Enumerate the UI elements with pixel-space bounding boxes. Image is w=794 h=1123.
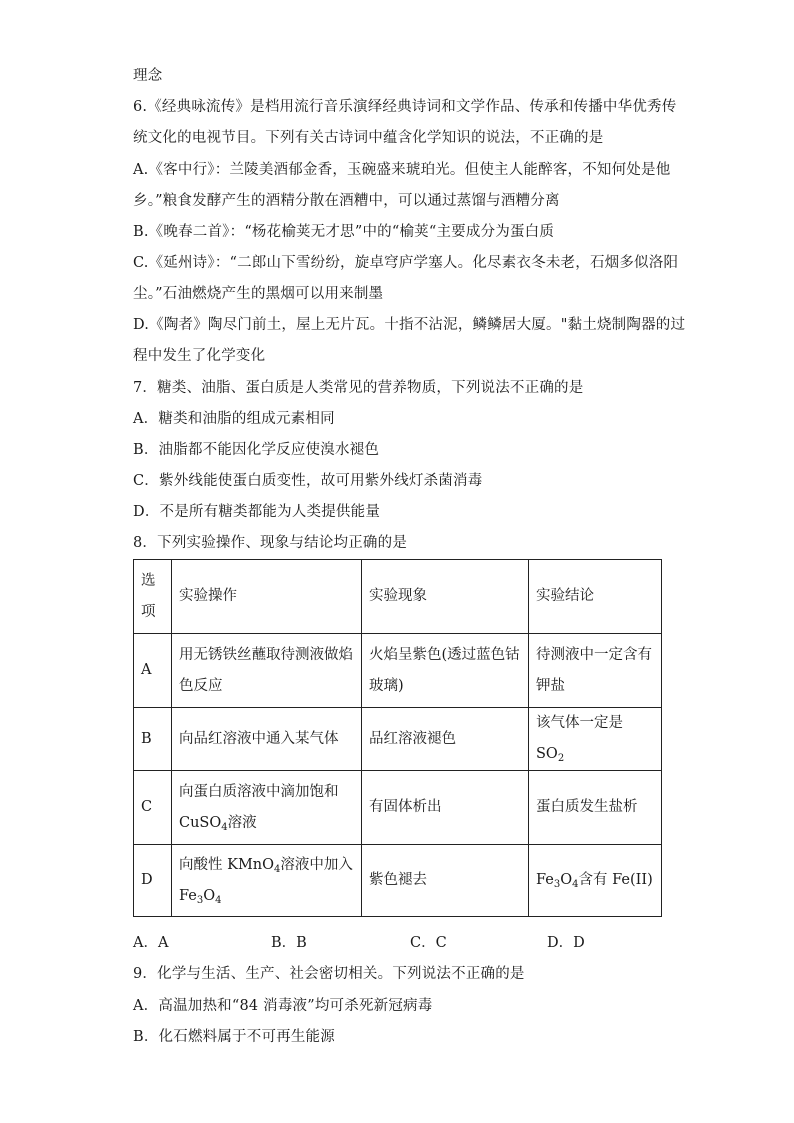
question-7-option-c: C．紫外线能使蛋白质变性，故可用紫外线灯杀菌消毒 (133, 473, 483, 489)
answer-option-b: B．B (271, 935, 307, 951)
row-option: A (134, 634, 172, 708)
row-phenomenon: 紫色褪去 (362, 845, 529, 917)
row-conclusion: 该气体一定是 $SO_2$ (529, 708, 662, 771)
question-6-option-d: D.《陶者》陶尽门前土，屋上无片瓦。十指不沾泥，鳞鳞居大厦。"黏土烧制陶器的过 (133, 317, 686, 333)
experiment-table (133, 559, 662, 917)
text-line: 理念 (133, 68, 163, 84)
row-phenomenon: 品红溶液褪色 (362, 708, 529, 771)
row-option: B (134, 708, 172, 771)
header-conclusion: 实验结论 (529, 560, 662, 634)
question-6-option-b: B.《晚春二首》：“杨花榆荚无才思”中的“榆荚“主要成分为蛋白质 (133, 224, 555, 240)
header-operation: 实验操作 (172, 560, 362, 634)
question-7-option-d: D．不是所有糖类都能为人类提供能量 (133, 504, 381, 520)
question-6-option-a-cont: 乡。”粮食发酵产生的酒精分散在酒糟中，可以通过蒸馏与酒糟分离 (133, 193, 560, 209)
question-9-stem: 9．化学与生活、生产、社会密切相关。下列说法不正确的是 (133, 966, 525, 982)
row-phenomenon: 有固体析出 (362, 771, 529, 845)
row-operation: 向品红溶液中通入某气体 (172, 708, 362, 771)
question-9-option-a: A．高温加热和“84 消毒液”均可杀死新冠病毒 (133, 998, 433, 1014)
question-7-stem: 7．糖类、油脂、蛋白质是人类常见的营养物质，下列说法不正确的是 (133, 380, 584, 396)
question-6-stem-cont: 统文化的电视节目。下列有关古诗词中蕴含化学知识的说法，不正确的是 (133, 130, 604, 146)
question-8-answer-options (0, 933, 794, 953)
header-phenomenon: 实验现象 (362, 560, 529, 634)
table-row (134, 708, 662, 771)
question-6-option-c-cont: 尘。”石油燃烧产生的黑烟可以用来制墨 (133, 286, 384, 302)
table-row (134, 634, 662, 708)
row-operation: 用无锈铁丝蘸取待测液做焰 色反应 (172, 634, 362, 708)
question-7-option-b: B．油脂都不能因化学反应使溴水褪色 (133, 442, 380, 458)
answer-option-a: A．A (133, 935, 169, 951)
row-operation: 向酸性 KMnO$_4$溶液中加入 $Fe_3O_4$ (172, 845, 362, 917)
row-phenomenon: 火焰呈紫色(透过蓝色钴 玻璃) (362, 634, 529, 708)
table-header-row (134, 560, 662, 634)
question-7-option-a: A．糖类和油脂的组成元素相同 (133, 411, 335, 427)
row-option: D (134, 845, 172, 917)
table-row (134, 771, 662, 845)
row-option: C (134, 771, 172, 845)
row-conclusion: 蛋白质发生盐析 (529, 771, 662, 845)
question-6-option-c: C.《延州诗》：“二郎山下雪纷纷，旋卓穹庐学塞人。化尽素衣冬未老，石烟多似洛阳 (133, 255, 679, 271)
question-9-option-b: B．化石燃料属于不可再生能源 (133, 1029, 335, 1045)
header-option: 选 项 (134, 560, 172, 634)
question-8-stem: 8．下列实验操作、现象与结论均正确的是 (133, 535, 408, 551)
table-row (134, 845, 662, 917)
answer-option-c: C．C (410, 935, 447, 951)
question-6-stem: 6.《经典咏流传》是档用流行音乐演绎经典诗词和文学作品、传承和传播中华优秀传 (133, 99, 677, 115)
row-conclusion: 待测液中一定含有 钾盐 (529, 634, 662, 708)
answer-option-d: D．D (547, 935, 585, 951)
question-6-option-d-cont: 程中发生了化学变化 (133, 348, 266, 364)
row-operation: 向蛋白质溶液中滴加饱和 CuSO$_4$溶液 (172, 771, 362, 845)
row-conclusion: $Fe_3O_4$含有 Fe(II) (529, 845, 662, 917)
question-6-option-a: A.《客中行》：兰陵美酒郁金香，玉碗盛来琥珀光。但使主人能醉客，不知何处是他 (133, 162, 671, 178)
